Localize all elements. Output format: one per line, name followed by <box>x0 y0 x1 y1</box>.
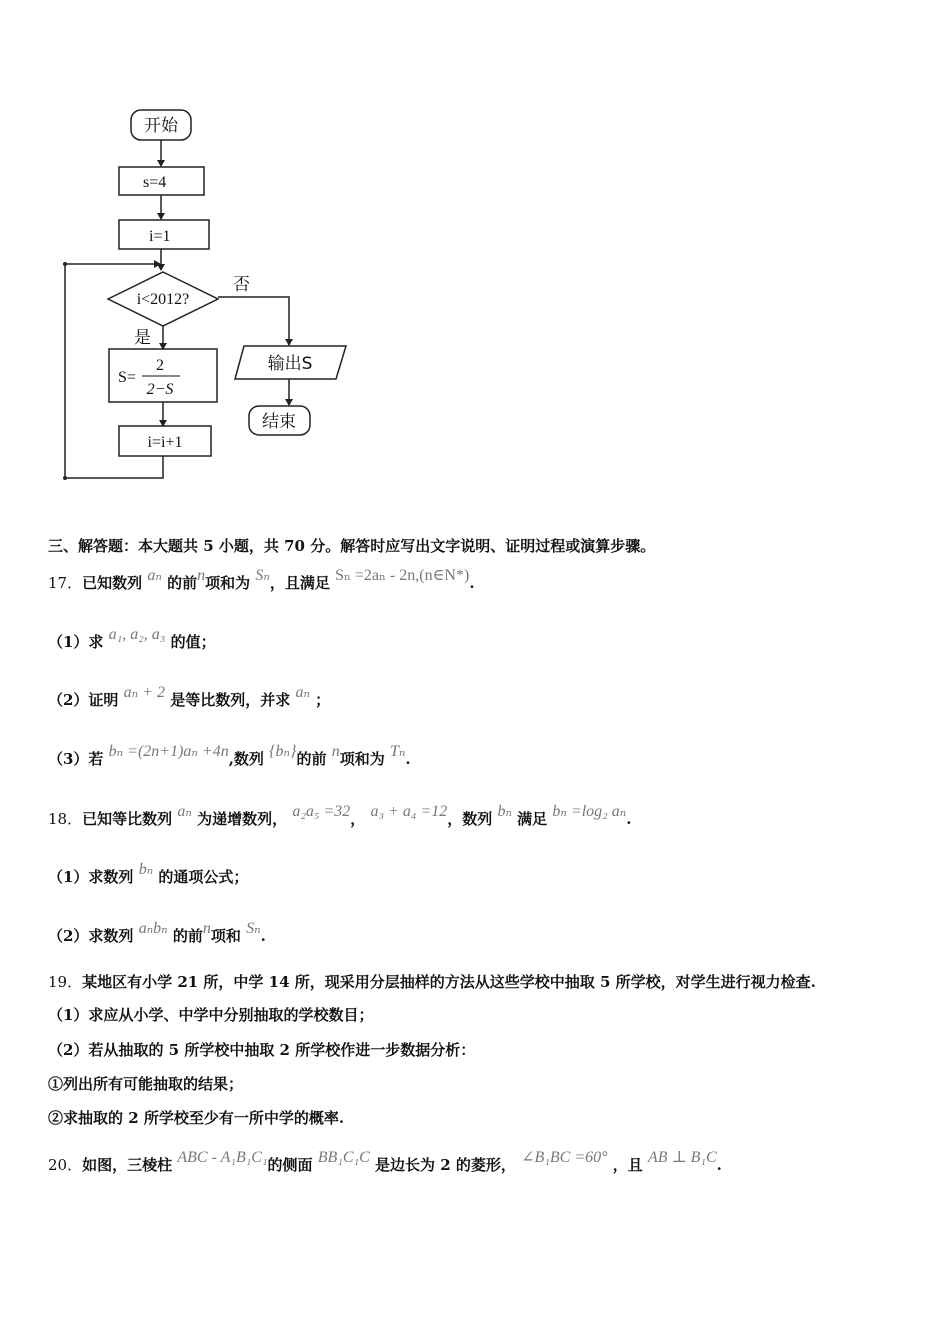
q20-number: 20． <box>48 1156 83 1174</box>
flowchart-s-init-label: s=4 <box>143 174 167 191</box>
q18-part1 <box>48 861 249 888</box>
q17-p1-end: 的值； <box>170 633 216 651</box>
q19-number: 19． <box>48 973 83 991</box>
q18-seq2: bₙ <box>497 803 512 820</box>
flowchart-assign-numerator: 2 <box>156 357 164 374</box>
q20-text: 是边长为 2 的菱形， <box>375 1156 516 1174</box>
q18-text: 为递增数列， <box>197 810 288 828</box>
q17-end: . <box>469 574 475 592</box>
q20-math2: BB₁C₁C <box>317 1149 370 1166</box>
q19-text: 某地区有小学 21 所，中学 14 所，现采用分层抽样的方法从这些学校中抽取 5 所学校，对学生进行视力检查. <box>82 973 816 991</box>
q18-end: . <box>626 810 632 828</box>
q18-p2-end: . <box>260 927 266 945</box>
q17-p3-seq: {bₙ} <box>269 743 297 760</box>
q17-condition: Sₙ =2aₙ - 2n,(n∈N*) <box>335 567 470 584</box>
q18-text: 已知等比数列 <box>82 810 173 828</box>
q18-p2-mid: 的前 <box>172 927 203 945</box>
q17-p2-end: ； <box>315 691 331 709</box>
q17-p3-end: . <box>405 750 411 768</box>
q20-math3: ∠B₁BC =60° <box>521 1149 608 1166</box>
q18-number: 18． <box>48 810 83 828</box>
flowchart-output-label: 输出S <box>267 354 313 374</box>
flowchart <box>0 0 420 500</box>
q19-part2b: ②求抽取的 2 所学校至少有一所中学的概率. <box>48 1109 345 1127</box>
flowchart-increment-label: i=i+1 <box>147 434 183 451</box>
q17-text: 项和为 <box>205 574 251 592</box>
q17-p3-n: n <box>331 743 340 760</box>
q18-cond2: a₃ + a₄ =12 <box>370 803 448 820</box>
flowchart-assign-prefix: S= <box>118 369 136 386</box>
q18-stem <box>48 803 632 830</box>
q19-part1: （1）求应从小学、中学中分别抽取的学校数目； <box>48 1006 374 1024</box>
q17-text: ，且满足 <box>269 574 330 592</box>
q18-text: ，数列 <box>447 810 493 828</box>
q17-seq: aₙ <box>147 567 162 584</box>
flowchart-yes-label: 是 <box>134 328 151 348</box>
q18-p1-label: （1）求数列 <box>48 868 134 886</box>
q17-n: n <box>197 567 206 584</box>
q18-part2 <box>48 920 266 947</box>
q17-stem <box>48 567 475 594</box>
q18-text: 满足 <box>517 810 548 828</box>
q17-p3-math: bₙ =(2n+1)aₙ +4n <box>108 743 229 760</box>
q17-p2-math: aₙ + 2 <box>123 684 165 701</box>
flowchart-no-line <box>218 297 289 345</box>
q17-p1-label: （1）求 <box>48 633 104 651</box>
q18-p2-mid2: 项和 <box>210 927 241 945</box>
q17-p2-math2: aₙ <box>295 684 310 701</box>
q20-stem <box>48 1149 722 1176</box>
q18-p1-seq: bₙ <box>138 861 154 878</box>
q17-p3-T: Tₙ <box>389 743 406 760</box>
q18-cond3: bₙ =log₂ aₙ <box>552 803 627 820</box>
q17-p1-math: a₁, a₂, a₃ <box>108 626 166 643</box>
q17-p2-label: （2）证明 <box>48 691 119 709</box>
q17-part2 <box>48 684 331 711</box>
q18-cond1: a₂a₅ =32 <box>292 803 351 820</box>
q18-seq: aₙ <box>177 803 192 820</box>
q20-math4: AB ⊥ B₁C <box>648 1149 717 1166</box>
flowchart-start-label: 开始 <box>144 116 178 136</box>
q19-stem <box>48 972 816 992</box>
flowchart-end-label: 结束 <box>262 412 296 432</box>
q17-S: Sₙ <box>255 567 270 584</box>
q19-part2: （2）若从抽取的 5 所学校中抽取 2 所学校作进一步数据分析： <box>48 1041 476 1059</box>
q17-p3-mid3: 项和为 <box>339 750 385 768</box>
q18-p1-end: 的通项公式； <box>158 868 249 886</box>
q17-part3 <box>48 743 411 770</box>
q18-sep: ， <box>350 810 366 828</box>
section-header: 三、解答题：本大题共 5 小题，共 70 分。解答时应写出文字说明、证明过程或演算步骤。 <box>48 537 656 555</box>
q20-text: ，且 <box>612 1156 643 1174</box>
q20-text: 如图，三棱柱 <box>82 1156 173 1174</box>
q17-p2-mid: 是等比数列，并求 <box>170 691 291 709</box>
flowchart-no-label: 否 <box>233 275 250 295</box>
q20-text: 的侧面 <box>267 1156 313 1174</box>
q19-part2a: ①列出所有可能抽取的结果； <box>48 1075 244 1093</box>
q17-number: 17． <box>48 574 83 592</box>
q18-p2-S: Sₙ <box>246 920 261 937</box>
q18-p2-n: n <box>202 920 211 937</box>
q17-part1 <box>48 626 216 653</box>
flowchart-assign-denominator: 2−S <box>146 381 174 398</box>
flowchart-i-init-label: i=1 <box>149 228 171 245</box>
q20-end: . <box>716 1156 722 1174</box>
q20-math1: ABC - A₁B₁C₁ <box>177 1149 268 1166</box>
q17-text: 的前 <box>167 574 198 592</box>
q18-p2-seq: aₙbₙ <box>138 920 168 937</box>
flowchart-condition-label: i<2012? <box>136 291 190 308</box>
q17-p3-label: （3）若 <box>48 750 104 768</box>
q17-text: 已知数列 <box>82 574 143 592</box>
q17-p3-mid: ,数列 <box>228 750 264 768</box>
q17-p3-mid2: 的前 <box>296 750 327 768</box>
q18-p2-label: （2）求数列 <box>48 927 134 945</box>
